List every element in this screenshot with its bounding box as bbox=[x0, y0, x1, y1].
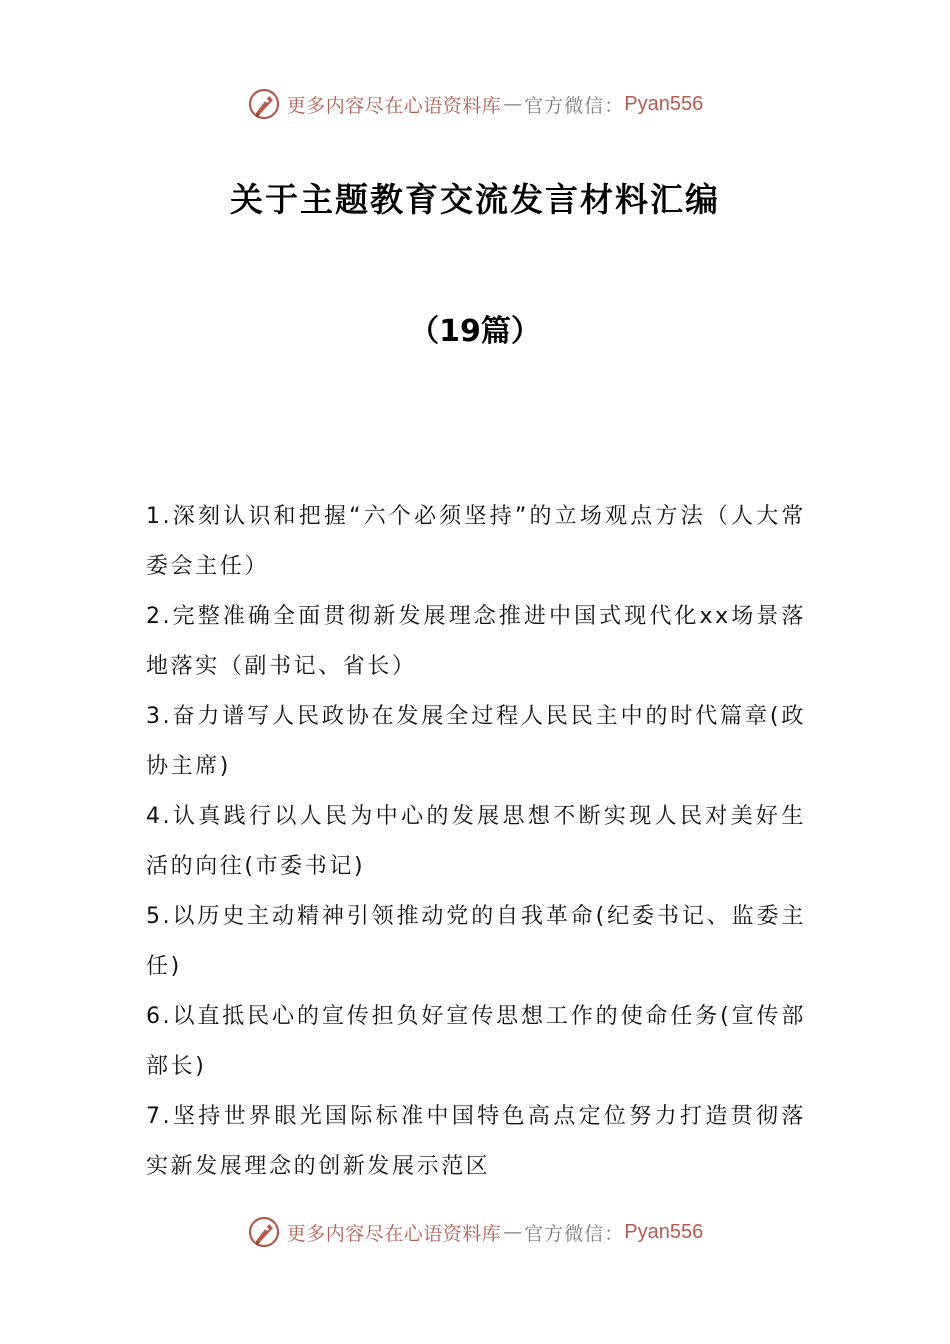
toc-item: 3.奋力谱写人民政协在发展全过程人民民主中的时代篇章(政协主席) bbox=[146, 704, 806, 779]
header-banner bbox=[0, 80, 950, 128]
document-title: 关于主题教育交流发言材料汇编 bbox=[230, 180, 720, 219]
banner-dash: — bbox=[503, 93, 523, 115]
banner-text: 更多内容尽在心语资料库 bbox=[286, 94, 502, 117]
toc-item: 6.以直抵民心的宣传担负好宣传思想工作的使命任务(宣传部部长) bbox=[146, 1004, 806, 1079]
toc-item: 4.认真践行以人民为中心的发展思想不断实现人民对美好生活的向往(市委书记) bbox=[146, 804, 806, 879]
pen-nib-logo-icon bbox=[247, 1215, 281, 1249]
banner-wechat-label: 官方微信： bbox=[524, 94, 625, 117]
toc-item: 5.以历史主动精神引领推动党的自我革命(纪委书记、监委主任) bbox=[146, 904, 806, 979]
footer-banner bbox=[0, 1208, 950, 1256]
banner-wechat-id: Pyan556 bbox=[624, 92, 704, 115]
pen-nib-logo-icon bbox=[247, 87, 281, 121]
banner-dash: — bbox=[503, 1221, 523, 1243]
banner-wechat-id: Pyan556 bbox=[624, 1220, 704, 1243]
banner-wechat-label: 官方微信： bbox=[524, 1222, 625, 1245]
table-of-contents bbox=[146, 492, 806, 1192]
toc-item: 1.深刻认识和把握“六个必须坚持”的立场观点方法（人大常委会主任） bbox=[146, 504, 806, 579]
banner-text: 更多内容尽在心语资料库 bbox=[286, 1222, 502, 1245]
toc-item: 2.完整准确全面贯彻新发展理念推进中国式现代化xx场景落地落实（副书记、省长） bbox=[146, 604, 806, 679]
toc-item: 7.坚持世界眼光国际标准中国特色高点定位努力打造贯彻落实新发展理念的创新发展示范区 bbox=[146, 1104, 806, 1179]
document-subtitle: （19篇） bbox=[409, 314, 541, 349]
